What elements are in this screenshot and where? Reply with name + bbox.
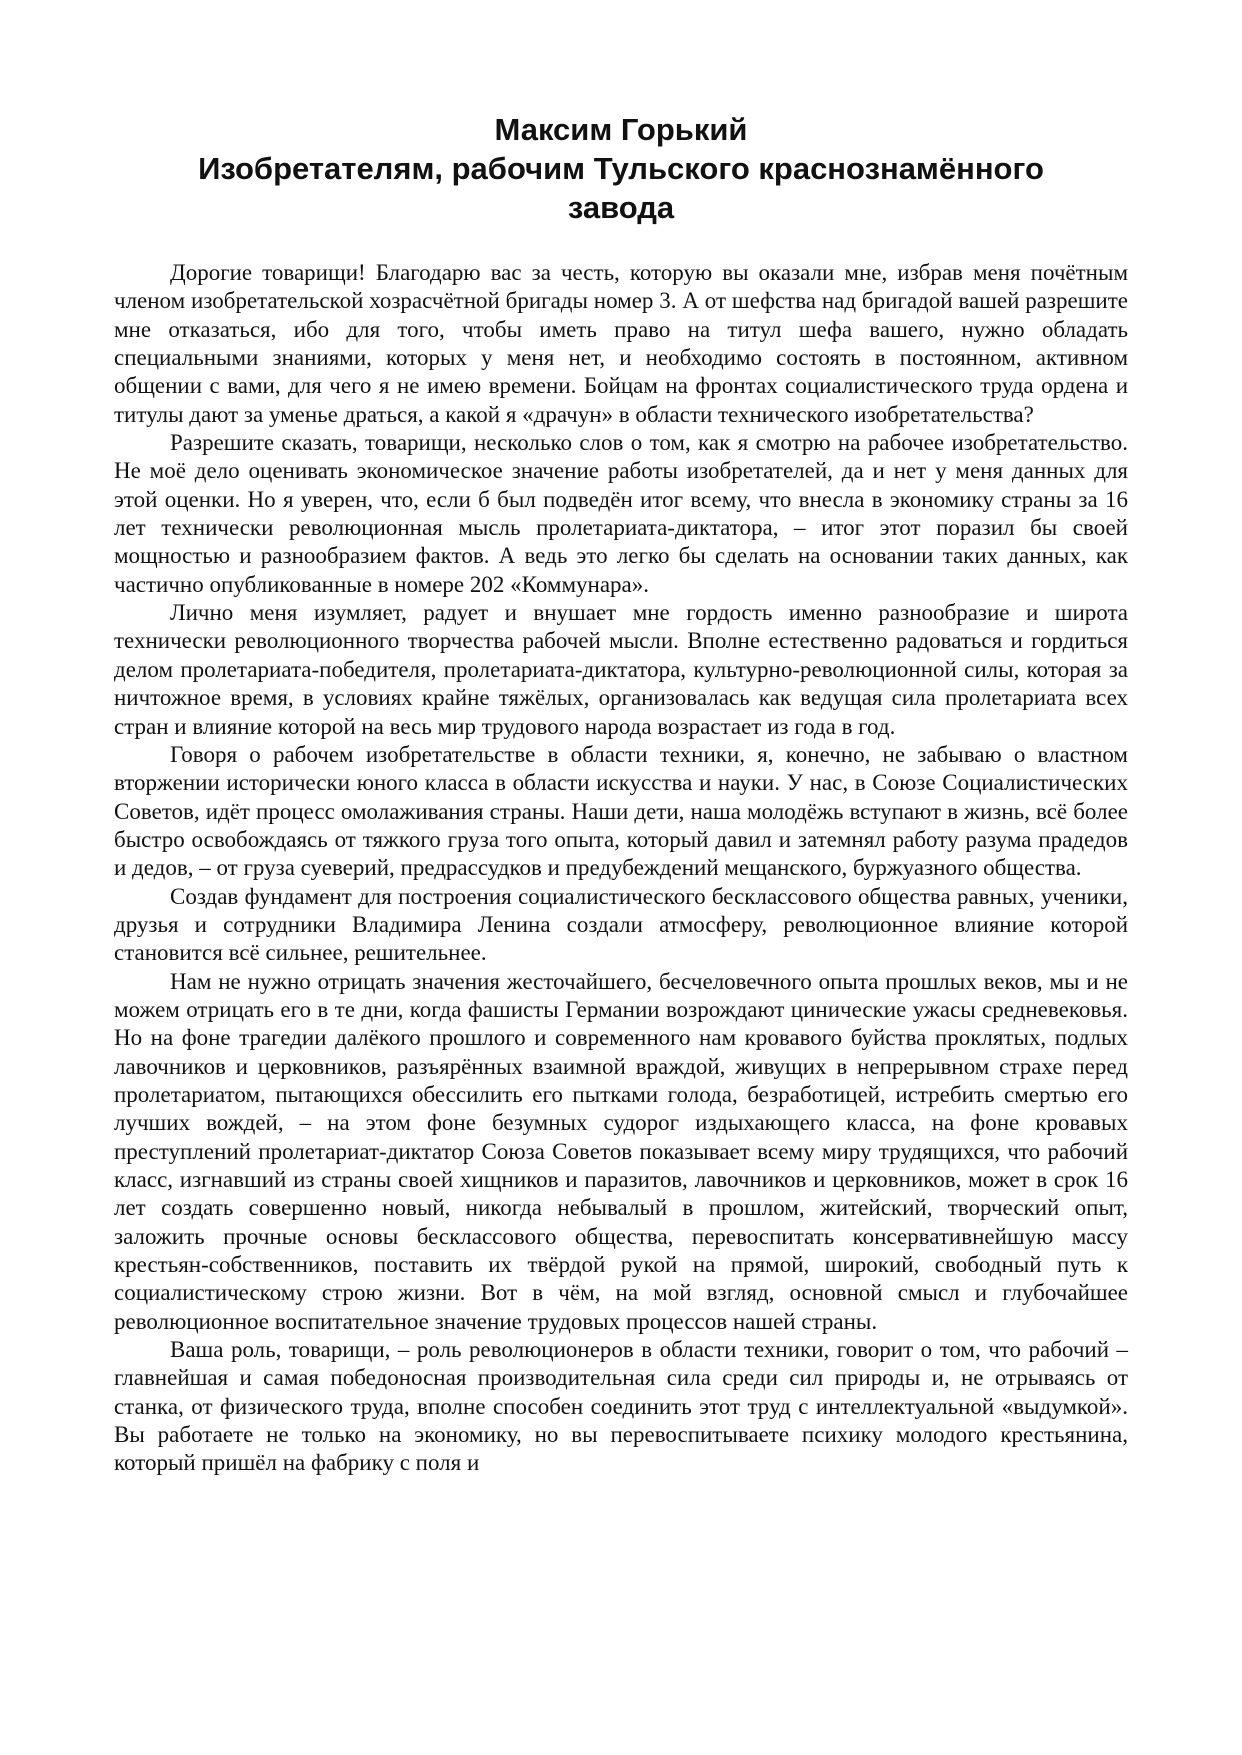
document-title: [110, 110, 1132, 227]
paragraph: Создав фундамент для построения социалистического бесклассового общества равных, ученики, друзья и сотрудники Владимира Ленина создали атмосферу, революционное влияние которой становится всё сильнее, решительнее.: [114, 883, 1128, 966]
document-body: [114, 259, 1128, 1478]
title-line-1: Изобретателям, рабочим Тульского краснознамённого: [198, 151, 1044, 186]
author-name: Максим Горький: [494, 112, 748, 147]
title-line-2: завода: [567, 190, 675, 225]
paragraph: Разрешите сказать, товарищи, несколько слов о том, как я смотрю на рабочее изобретательство. Не моё дело оценивать экономическое значение работы изобретателей, да и нет у меня данных для этой оценки. Но я уверен, что, если б был подведён итог всему, что внесла в экономику страны за 16 лет технически революционная мысль пролетариата-диктатора, – итог этот поразил бы своей мощностью и разнообразием фактов. А ведь это легко бы сделать на основании таких данных, как частично опубликованные в номере 202 «Коммунара».: [114, 430, 1128, 597]
paragraph: Нам не нужно отрицать значения жесточайшего, бесчеловечного опыта прошлых веков, мы и не можем отрицать его в те дни, когда фашисты Германии возрождают цинические ужасы средневековья. Но на фоне трагедии далёкого прошлого и современного нам кровавого буйства проклятых, подлых лавочников и церковников, разъярённых взаимной враждой, живущих в непрерывном страхе перед пролетариатом, пытающихся обессилить его пытками голода, безработицей, истребить смертью его лучших вождей, – на этом фоне безумных судорог издыхающего класса, на фоне кровавых преступлений пролетариат-диктатор Союза Советов показывает всему миру трудящихся, что рабочий класс, изгнавший из страны своей хищников и паразитов, лавочников и церковников, может в срок 16 лет создать совершенно новый, никогда небывалый в прошлом, житейский, творческий опыт, заложить прочные основы бесклассового общества, перевоспитать консервативнейшую массу крестьян-собственников, поставить их твёрдой рукой на прямой, широкий, свободный путь к социалистическому строю жизни. Вот в чём, на мой взгляд, основной смысл и глубочайшее революционное воспитательное значение трудовых процессов нашей страны.: [114, 968, 1128, 1334]
paragraph: Говоря о рабочем изобретательстве в области техники, я, конечно, не забываю о властном вторжении исторически юного класса в области искусства и науки. У нас, в Союзе Социалистических Советов, идёт процесс омолаживания страны. Наши дети, наша молодёжь вступают в жизнь, всё более быстро освобождаясь от тяжкого груза того опыта, который давил и затемнял работу разума прадедов и дедов, – от груза суеверий, предрассудков и предубеждений мещанского, буржуазного общества.: [114, 741, 1128, 881]
paragraph: Лично меня изумляет, радует и внушает мне гордость именно разнообразие и широта технически революционного творчества рабочей мысли. Вполне естественно радоваться и гордиться делом пролетариата-победителя, пролетариата-диктатора, культурно-революционной силы, которая за ничтожное время, в условиях крайне тяжёлых, организовалась как ведущая сила пролетариата всех стран и влияние которой на весь мир трудового народа возрастает из года в год.: [114, 600, 1128, 739]
paragraph: Ваша роль, товарищи, – роль революционеров в области техники, говорит о том, что рабочий – главнейшая и самая победоносная производительная сила среди сил природы и, не отрываясь от станка, от физического труда, вполне способен соединить этот труд с интеллектуальной «выдумкой». Вы работаете не только на экономику, но вы перевоспитываете психику молодого крестьянина, который пришёл на фабрику с поля и: [114, 1337, 1128, 1476]
paragraph: Дорогие товарищи! Благодарю вас за честь, которую вы оказали мне, избрав меня почётным членом изобретательской хозрасчётной бригады номер 3. А от шефства над бригадой вашей разрешите мне отказаться, ибо для того, чтобы иметь право на титул шефа вашего, нужно обладать специальными знаниями, которых у меня нет, и необходимо состоять в постоянном, активном общении с вами, для чего я не имею времени. Бойцам на фронтах социалистического труда ордена и титулы дают за уменье драться, а какой я «драчун» в области технического изобретательства?: [114, 260, 1128, 427]
